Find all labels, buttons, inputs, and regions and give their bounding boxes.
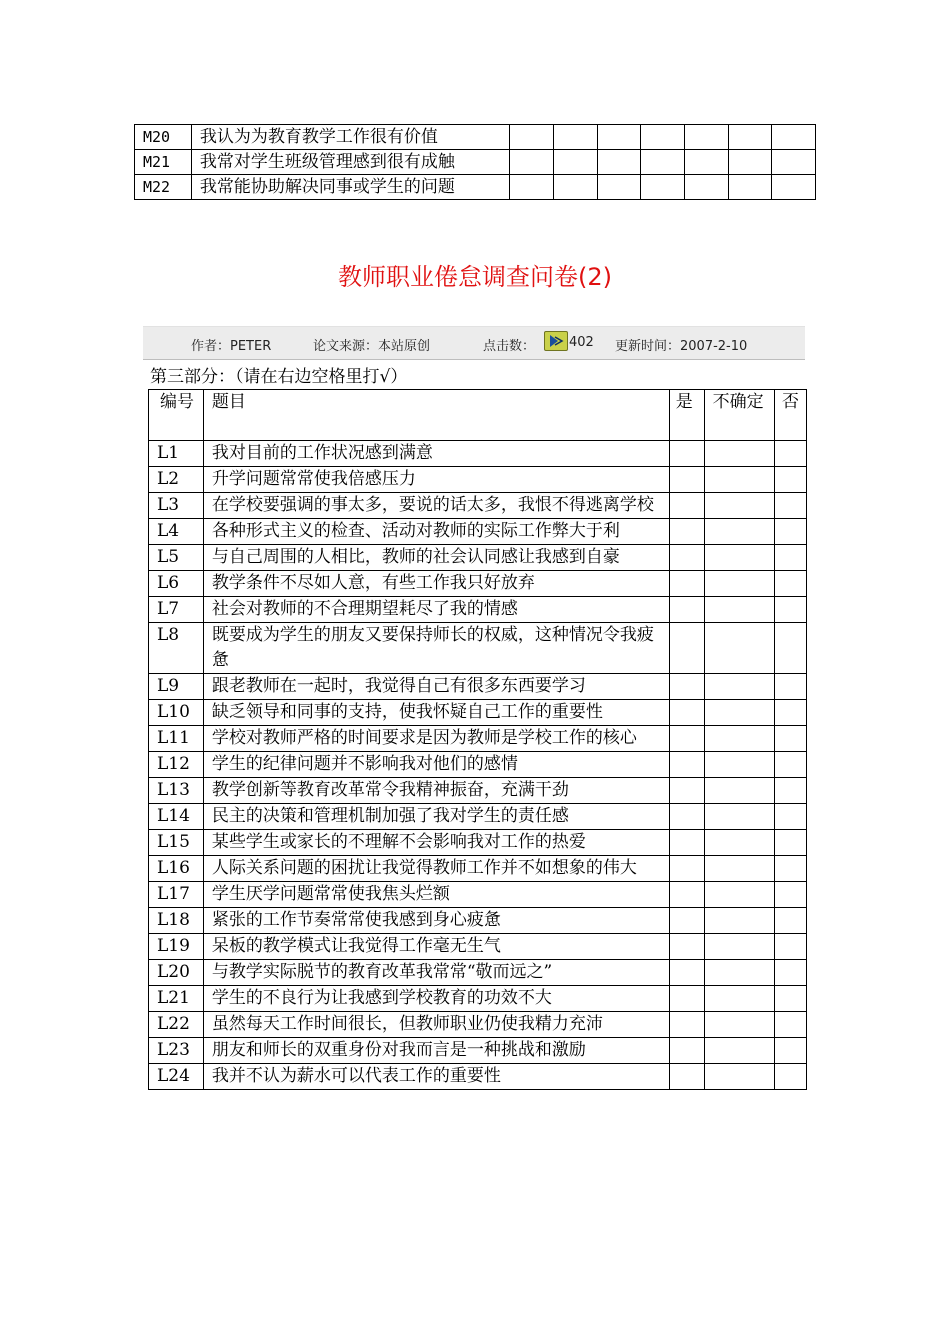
item-text: 教学创新等教育改革常令我精神振奋，充满干劲 xyxy=(203,778,669,804)
answer-no-cell[interactable] xyxy=(775,1012,807,1038)
answer-cell[interactable] xyxy=(772,150,816,175)
answer-cell[interactable] xyxy=(728,150,772,175)
answer-no-cell[interactable] xyxy=(775,623,807,674)
header-unsure: 不确定 xyxy=(704,390,774,441)
answer-yes-cell[interactable] xyxy=(669,1012,704,1038)
answer-unsure-cell[interactable] xyxy=(704,623,774,674)
item-id: L3 xyxy=(149,493,204,519)
header-id: 编号 xyxy=(149,390,204,441)
table-row xyxy=(149,752,807,778)
answer-unsure-cell[interactable] xyxy=(704,493,774,519)
item-text: 与教学实际脱节的教育改革我常常“敬而远之” xyxy=(203,960,669,986)
answer-unsure-cell[interactable] xyxy=(704,882,774,908)
item-id: L21 xyxy=(149,986,204,1012)
answer-yes-cell[interactable] xyxy=(669,726,704,752)
answer-yes-cell[interactable] xyxy=(669,960,704,986)
item-text: 学校对教师严格的时间要求是因为教师是学校工作的核心 xyxy=(203,726,669,752)
table-row xyxy=(149,986,807,1012)
item-text: 社会对教师的不合理期望耗尽了我的情感 xyxy=(203,597,669,623)
author-label: 作者：PETER xyxy=(191,339,272,354)
item-text: 学生的不良行为让我感到学校教育的功效不大 xyxy=(203,986,669,1012)
answer-unsure-cell[interactable] xyxy=(704,1064,774,1090)
item-id: L16 xyxy=(149,856,204,882)
answer-no-cell[interactable] xyxy=(775,778,807,804)
table-row xyxy=(149,700,807,726)
item-id: L19 xyxy=(149,934,204,960)
hits-counter-icon xyxy=(544,331,568,351)
item-id: M21 xyxy=(135,150,192,175)
item-id: M20 xyxy=(135,125,192,150)
item-text: 人际关系问题的困扰让我觉得教师工作并不如想象的伟大 xyxy=(203,856,669,882)
answer-yes-cell[interactable] xyxy=(669,908,704,934)
item-text: 虽然每天工作时间很长，但教师职业仍使我精力充沛 xyxy=(203,1012,669,1038)
answer-unsure-cell[interactable] xyxy=(704,467,774,493)
item-id: L14 xyxy=(149,804,204,830)
item-id: L11 xyxy=(149,726,204,752)
answer-no-cell[interactable] xyxy=(775,1064,807,1090)
article-meta-bar xyxy=(143,326,805,360)
answer-cell[interactable] xyxy=(510,175,554,200)
answer-cell[interactable] xyxy=(772,175,816,200)
table-row xyxy=(149,960,807,986)
answer-unsure-cell[interactable] xyxy=(704,752,774,778)
answer-unsure-cell[interactable] xyxy=(704,1012,774,1038)
table-row xyxy=(149,934,807,960)
answer-unsure-cell[interactable] xyxy=(704,830,774,856)
page-title: 教师职业倦怠调查问卷(2) xyxy=(338,263,612,291)
item-text: 在学校要强调的事太多，要说的话太多，我恨不得逃离学校 xyxy=(203,493,669,519)
answer-cell[interactable] xyxy=(510,150,554,175)
answer-yes-cell[interactable] xyxy=(669,934,704,960)
item-text: 缺乏领导和同事的支持，使我怀疑自己工作的重要性 xyxy=(203,700,669,726)
answer-yes-cell[interactable] xyxy=(669,778,704,804)
table-row xyxy=(149,830,807,856)
answer-no-cell[interactable] xyxy=(775,519,807,545)
table-row xyxy=(149,856,807,882)
item-text: 我并不认为薪水可以代表工作的重要性 xyxy=(203,1064,669,1090)
answer-yes-cell[interactable] xyxy=(669,441,704,467)
table-row xyxy=(149,467,807,493)
answer-yes-cell[interactable] xyxy=(669,467,704,493)
answer-cell[interactable] xyxy=(728,125,772,150)
answer-cell[interactable] xyxy=(597,150,641,175)
item-text: 我常对学生班级管理感到很有成触 xyxy=(191,150,510,175)
answer-no-cell[interactable] xyxy=(775,571,807,597)
answer-yes-cell[interactable] xyxy=(669,700,704,726)
item-id: M22 xyxy=(135,175,192,200)
table-row xyxy=(135,175,816,200)
answer-yes-cell[interactable] xyxy=(669,882,704,908)
answer-yes-cell[interactable] xyxy=(669,597,704,623)
answer-unsure-cell[interactable] xyxy=(704,545,774,571)
answer-unsure-cell[interactable] xyxy=(704,1038,774,1064)
item-id: L4 xyxy=(149,519,204,545)
answer-no-cell[interactable] xyxy=(775,493,807,519)
hits-count: 402 xyxy=(569,335,594,350)
answer-unsure-cell[interactable] xyxy=(704,856,774,882)
table-row xyxy=(149,545,807,571)
answer-no-cell[interactable] xyxy=(775,856,807,882)
table-row xyxy=(135,150,816,175)
answer-no-cell[interactable] xyxy=(775,830,807,856)
hits-label: 点击数： xyxy=(483,339,536,354)
answer-no-cell[interactable] xyxy=(775,804,807,830)
table-row xyxy=(149,778,807,804)
item-text: 我对目前的工作状况感到满意 xyxy=(203,441,669,467)
table-row xyxy=(149,623,807,674)
item-id: L2 xyxy=(149,467,204,493)
answer-cell[interactable] xyxy=(772,125,816,150)
item-id: L20 xyxy=(149,960,204,986)
item-id: L24 xyxy=(149,1064,204,1090)
answer-cell[interactable] xyxy=(728,175,772,200)
survey-header-row xyxy=(149,390,807,441)
answer-unsure-cell[interactable] xyxy=(704,597,774,623)
answer-unsure-cell[interactable] xyxy=(704,986,774,1012)
item-id: L18 xyxy=(149,908,204,934)
item-id: L1 xyxy=(149,441,204,467)
item-id: L10 xyxy=(149,700,204,726)
answer-no-cell[interactable] xyxy=(775,726,807,752)
answer-unsure-cell[interactable] xyxy=(704,441,774,467)
table-row xyxy=(149,597,807,623)
answer-cell[interactable] xyxy=(641,175,685,200)
answer-no-cell[interactable] xyxy=(775,960,807,986)
item-text: 呆板的教学模式让我觉得工作毫无生气 xyxy=(203,934,669,960)
table-row xyxy=(149,804,807,830)
item-text: 我认为为教育教学工作很有价值 xyxy=(191,125,510,150)
answer-unsure-cell[interactable] xyxy=(704,960,774,986)
table-row xyxy=(149,882,807,908)
answer-cell[interactable] xyxy=(510,125,554,150)
answer-yes-cell[interactable] xyxy=(669,804,704,830)
answer-yes-cell[interactable] xyxy=(669,752,704,778)
answer-cell[interactable] xyxy=(641,150,685,175)
answer-unsure-cell[interactable] xyxy=(704,804,774,830)
item-text: 朋友和师长的双重身份对我而言是一种挑战和激励 xyxy=(203,1038,669,1064)
table-row xyxy=(149,441,807,467)
table-row xyxy=(149,1012,807,1038)
item-text: 某些学生或家长的不理解不会影响我对工作的热爱 xyxy=(203,830,669,856)
answer-no-cell[interactable] xyxy=(775,908,807,934)
answer-yes-cell[interactable] xyxy=(669,623,704,674)
item-text: 学生厌学问题常常使我焦头烂额 xyxy=(203,882,669,908)
answer-yes-cell[interactable] xyxy=(669,493,704,519)
answer-yes-cell[interactable] xyxy=(669,545,704,571)
item-id: L7 xyxy=(149,597,204,623)
answer-yes-cell[interactable] xyxy=(669,1038,704,1064)
answer-yes-cell[interactable] xyxy=(669,856,704,882)
answer-cell[interactable] xyxy=(597,175,641,200)
answer-yes-cell[interactable] xyxy=(669,571,704,597)
item-text: 教学条件不尽如人意，有些工作我只好放弃 xyxy=(203,571,669,597)
header-yes: 是 xyxy=(669,390,704,441)
item-id: L22 xyxy=(149,1012,204,1038)
section-heading: 第三部分：（请在右边空格里打√） xyxy=(150,367,408,387)
table-row xyxy=(149,571,807,597)
header-item: 题目 xyxy=(203,390,669,441)
answer-cell[interactable] xyxy=(684,150,728,175)
survey-table xyxy=(148,389,807,1090)
answer-no-cell[interactable] xyxy=(775,882,807,908)
answer-no-cell[interactable] xyxy=(775,700,807,726)
item-id: L17 xyxy=(149,882,204,908)
answer-cell[interactable] xyxy=(554,125,598,150)
table-row xyxy=(149,726,807,752)
item-id: L15 xyxy=(149,830,204,856)
answer-yes-cell[interactable] xyxy=(669,674,704,700)
table-row xyxy=(149,519,807,545)
item-id: L13 xyxy=(149,778,204,804)
item-id: L5 xyxy=(149,545,204,571)
table-row xyxy=(149,908,807,934)
answer-unsure-cell[interactable] xyxy=(704,519,774,545)
item-text: 紧张的工作节奏常常使我感到身心疲惫 xyxy=(203,908,669,934)
table-row xyxy=(149,1038,807,1064)
answer-no-cell[interactable] xyxy=(775,545,807,571)
item-text: 与自己周围的人相比，教师的社会认同感让我感到自豪 xyxy=(203,545,669,571)
answer-yes-cell[interactable] xyxy=(669,519,704,545)
answer-yes-cell[interactable] xyxy=(669,1064,704,1090)
item-text: 既要成为学生的朋友又要保持师长的权威，这种情况令我疲惫 xyxy=(203,623,669,674)
item-text: 学生的纪律问题并不影响我对他们的感情 xyxy=(203,752,669,778)
item-id: L6 xyxy=(149,571,204,597)
answer-no-cell[interactable] xyxy=(775,752,807,778)
table-row xyxy=(149,493,807,519)
source-label: 论文来源：本站原创 xyxy=(313,339,431,354)
answer-no-cell[interactable] xyxy=(775,597,807,623)
item-text: 民主的决策和管理机制加强了我对学生的责任感 xyxy=(203,804,669,830)
answer-no-cell[interactable] xyxy=(775,441,807,467)
table-row xyxy=(135,125,816,150)
answer-yes-cell[interactable] xyxy=(669,986,704,1012)
answer-unsure-cell[interactable] xyxy=(704,908,774,934)
answer-unsure-cell[interactable] xyxy=(704,934,774,960)
answer-no-cell[interactable] xyxy=(775,986,807,1012)
item-text: 各种形式主义的检查、活动对教师的实际工作弊大于利 xyxy=(203,519,669,545)
answer-unsure-cell[interactable] xyxy=(704,726,774,752)
answer-yes-cell[interactable] xyxy=(669,830,704,856)
answer-no-cell[interactable] xyxy=(775,674,807,700)
answer-cell[interactable] xyxy=(597,125,641,150)
answer-no-cell[interactable] xyxy=(775,467,807,493)
item-id: L8 xyxy=(149,623,204,674)
item-id: L9 xyxy=(149,674,204,700)
table-row xyxy=(149,674,807,700)
updated-date: 更新时间：2007-2-10 xyxy=(615,339,748,354)
answer-unsure-cell[interactable] xyxy=(704,778,774,804)
answer-cell[interactable] xyxy=(554,150,598,175)
answer-unsure-cell[interactable] xyxy=(704,674,774,700)
answer-unsure-cell[interactable] xyxy=(704,700,774,726)
answer-cell[interactable] xyxy=(684,125,728,150)
answer-unsure-cell[interactable] xyxy=(704,571,774,597)
item-text: 跟老教师在一起时，我觉得自己有很多东西要学习 xyxy=(203,674,669,700)
answer-cell[interactable] xyxy=(684,175,728,200)
item-id: L23 xyxy=(149,1038,204,1064)
answer-cell[interactable] xyxy=(641,125,685,150)
answer-cell[interactable] xyxy=(554,175,598,200)
answer-no-cell[interactable] xyxy=(775,1038,807,1064)
table-row xyxy=(149,1064,807,1090)
item-text: 我常能协助解决同事或学生的问题 xyxy=(191,175,510,200)
header-no: 否 xyxy=(775,390,807,441)
item-id: L12 xyxy=(149,752,204,778)
previous-survey-table xyxy=(134,124,816,200)
answer-no-cell[interactable] xyxy=(775,934,807,960)
item-text: 升学问题常常使我倍感压力 xyxy=(203,467,669,493)
